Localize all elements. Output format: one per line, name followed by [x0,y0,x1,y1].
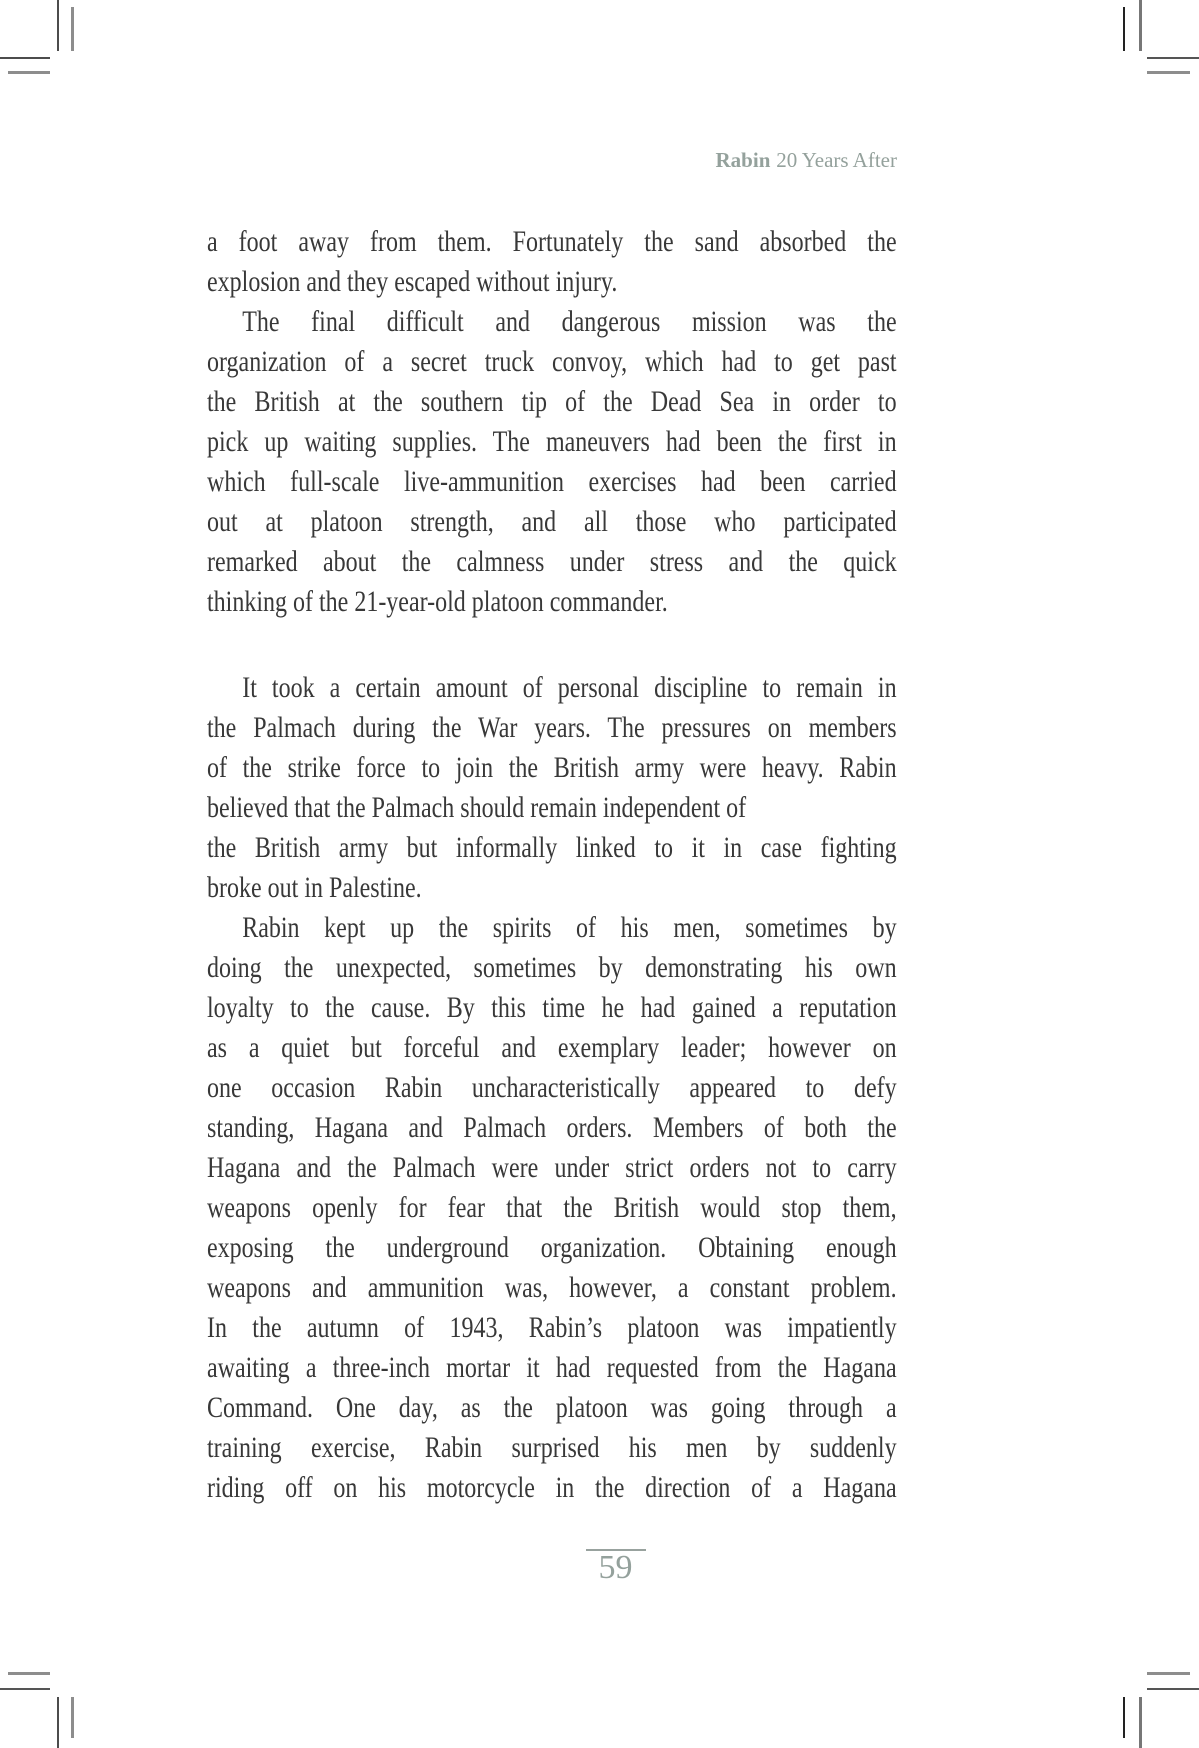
paragraph [207,908,897,1508]
crop-mark [1147,1688,1199,1690]
crop-mark [1139,0,1142,51]
crop-mark [71,1697,74,1738]
text-line: training exercise, Rabin surprised his men by suddenly [207,1431,897,1464]
text-line: broke out in Palestine. [207,871,422,904]
body-text [207,222,897,1508]
text-line: as a quiet but forceful and exemplary leader; however on [207,1031,897,1064]
crop-mark [8,1672,50,1675]
text-line: thinking of the 21-year-old platoon commander. [207,585,668,618]
crop-mark [0,1688,50,1690]
crop-mark [0,57,50,59]
text-line: believed that the Palmach should remain independent of [207,791,747,824]
crop-mark [1123,7,1125,51]
text-line: pick up waiting supplies. The maneuvers had been the first in [207,425,897,458]
text-line: out at platoon strength, and all those who participated [207,505,897,538]
text-line: Rabin kept up the spirits of his men, sometimes by [242,911,897,944]
text-line: It took a certain amount of personal discipline to remain in [242,671,897,704]
paragraph [207,222,897,302]
crop-mark [1123,1697,1125,1738]
text-line: doing the unexpected, sometimes by demonstrating his own [207,951,897,984]
page-number: 59 [598,1549,633,1586]
text-line: remarked about the calmness under stress and the quick [207,545,897,578]
text-line: loyalty to the cause. By this time he had gained a reputation [207,991,897,1024]
crop-mark [57,0,59,51]
crop-mark [1147,57,1199,59]
crop-mark [1147,1672,1190,1675]
text-line: weapons and ammunition was, however, a constant problem. [207,1271,897,1304]
text-line: exposing the underground organization. Obtaining enough [207,1231,897,1264]
text-line: weapons openly for fear that the British would stop them, [207,1191,897,1224]
text-line: explosion and they escaped without injury. [207,265,618,298]
text-line: In the autumn of 1943, Rabin’s platoon was impatiently [207,1311,897,1344]
paragraph [207,302,897,622]
text-line: organization of a secret truck convoy, which had to get past [207,345,897,378]
text-line: the Palmach during the War years. The pressures on members [207,711,897,744]
crop-mark [57,1697,59,1748]
crop-mark [1147,71,1190,74]
crop-mark [1139,1697,1142,1748]
text-line: the British at the southern tip of the Dead Sea in order to [207,385,897,418]
crop-mark [8,71,50,74]
text-line: which full-scale live-ammunition exercises had been carried [207,465,897,498]
text-line: a foot away from them. Fortunately the sand absorbed the [207,225,897,258]
text-line: standing, Hagana and Palmach orders. Members of both the [207,1111,897,1144]
running-header [716,147,897,173]
text-line: one occasion Rabin uncharacteristically appeared to defy [207,1071,897,1104]
text-line: Command. One day, as the platoon was going through a [207,1391,897,1424]
paragraph [207,668,897,908]
crop-mark [71,7,74,51]
book-title: Rabin [715,148,771,172]
book-subtitle: 20 Years After [776,148,897,172]
text-line: awaiting a three-inch mortar it had requested from the Hagana [207,1351,897,1384]
text-line: the British army but informally linked to it in case fighting [207,831,897,864]
text-line: riding off on his motorcycle in the direction of a Hagana [207,1471,897,1504]
text-line: of the strike force to join the British army were heavy. Rabin [207,751,897,784]
text-line: Hagana and the Palmach were under strict orders not to carry [207,1151,897,1184]
text-line: The final difficult and dangerous mission was the [242,305,897,338]
